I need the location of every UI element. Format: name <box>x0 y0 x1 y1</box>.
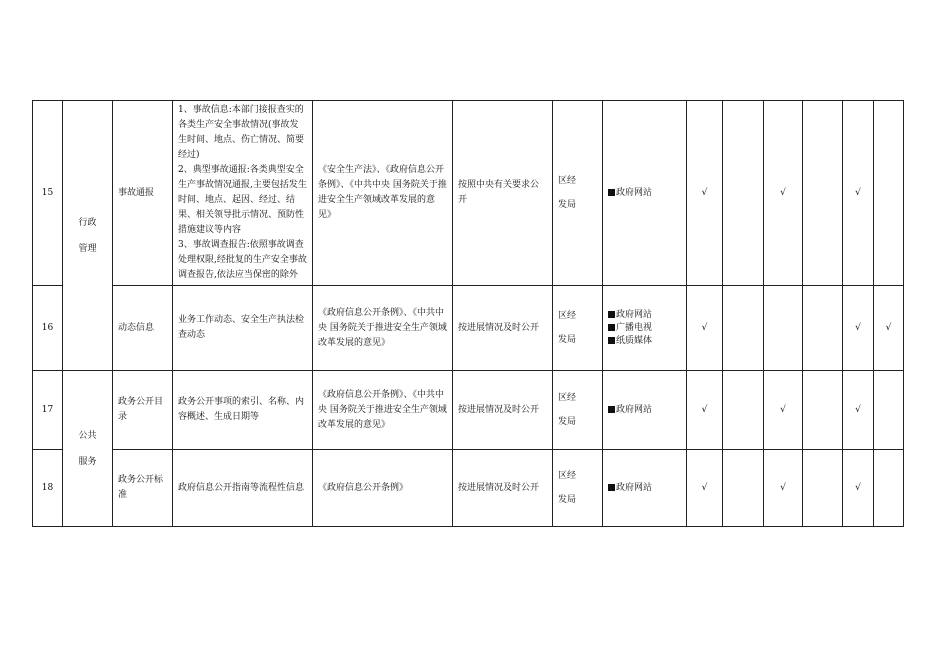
check-cell: √ <box>687 286 723 371</box>
media-item <box>608 482 681 495</box>
media-label: 纸质媒体 <box>616 335 653 346</box>
dept-line: 区经 <box>558 176 577 186</box>
media-item <box>608 335 681 348</box>
basis-cell: 《政府信息公开条例》、《中共中央 国务院关于推进安全生产领域改革发展的意见》 <box>313 286 453 371</box>
check-cell: √ <box>764 450 803 527</box>
check-cell: √ <box>874 286 904 371</box>
media-label: 政府网站 <box>616 482 653 493</box>
row-seq: 16 <box>33 286 63 371</box>
dept-line: 发局 <box>558 200 577 210</box>
filled-square-icon <box>608 311 615 318</box>
dept-cell <box>553 101 603 286</box>
basis-cell: 《安全生产法》、《政府信息公开条例》、《中共中央 国务院关于推进安全生产领域改革发展的意见》 <box>313 101 453 286</box>
media-label: 广播电视 <box>616 322 653 333</box>
category-label: 管理 <box>78 243 97 254</box>
check-cell: √ <box>843 286 874 371</box>
media-label: 政府网站 <box>616 309 653 320</box>
row-seq: 17 <box>33 371 63 450</box>
check-cell <box>874 450 904 527</box>
check-cell: √ <box>764 371 803 450</box>
check-cell <box>723 101 764 286</box>
check-cell: √ <box>687 101 723 286</box>
check-cell: √ <box>764 101 803 286</box>
disclosure-table <box>32 100 904 527</box>
content-line: 2、典型事故通报:各类典型安全生产事故情况通报,主要包括发生时间、地点、起因、经过、结果、相关领导批示情况、预防性措施建议等内容 <box>178 165 307 235</box>
content-line: 政务公开事项的索引、名称、内容概述、生成日期等 <box>178 397 305 422</box>
content-line: 业务工作动态、安全生产执法检查动态 <box>178 315 305 340</box>
check-cell <box>874 371 904 450</box>
check-cell <box>803 286 843 371</box>
media-cell <box>603 286 687 371</box>
table-row <box>33 450 904 527</box>
dept-line: 区经 <box>558 393 577 403</box>
basis-cell: 《政府信息公开条例》 <box>313 450 453 527</box>
media-cell <box>603 371 687 450</box>
timing-cell: 按照中央有关要求公开 <box>453 101 553 286</box>
check-cell: √ <box>843 450 874 527</box>
category-cell <box>63 371 113 527</box>
check-cell <box>803 101 843 286</box>
timing-cell: 按进展情况及时公开 <box>453 286 553 371</box>
dept-line: 发局 <box>558 495 577 505</box>
content-cell <box>173 101 313 286</box>
check-cell <box>723 450 764 527</box>
table-row <box>33 371 904 450</box>
table-row <box>33 101 904 286</box>
check-cell: √ <box>687 371 723 450</box>
category-label: 行政 <box>78 217 97 228</box>
category-label: 公共 <box>78 430 97 441</box>
media-item <box>608 404 681 417</box>
category-label: 服务 <box>78 456 97 467</box>
dept-cell <box>553 450 603 527</box>
dept-line: 区经 <box>558 471 577 481</box>
item-cell: 动态信息 <box>113 286 173 371</box>
check-cell <box>803 371 843 450</box>
dept-line: 区经 <box>558 311 577 321</box>
media-label: 政府网站 <box>616 187 653 198</box>
check-cell: √ <box>687 450 723 527</box>
dept-cell <box>553 371 603 450</box>
check-cell <box>803 450 843 527</box>
timing-cell: 按进展情况及时公开 <box>453 450 553 527</box>
row-seq: 18 <box>33 450 63 527</box>
content-line: 1、事故信息:本部门接报查实的各类生产安全事故情况(事故发生时间、地点、伤亡情况、简要经过) <box>178 105 305 160</box>
content-line: 3、事故调查报告:依照事故调查处理权限,经批复的生产安全事故调查报告,依法应当保密的除外 <box>178 240 307 280</box>
filled-square-icon <box>608 189 615 196</box>
content-line: 政府信息公开指南等流程性信息 <box>178 482 305 493</box>
dept-cell <box>553 286 603 371</box>
item-cell: 政务公开标准 <box>113 450 173 527</box>
row-seq: 15 <box>33 101 63 286</box>
basis-cell: 《政府信息公开条例》、《中共中央 国务院关于推进安全生产领域改革发展的意见》 <box>313 371 453 450</box>
filled-square-icon <box>608 324 615 331</box>
item-cell: 事故通报 <box>113 101 173 286</box>
check-cell <box>723 371 764 450</box>
media-item <box>608 322 681 335</box>
table-row <box>33 286 904 371</box>
media-item <box>608 187 681 200</box>
filled-square-icon <box>608 337 615 344</box>
media-item <box>608 309 681 322</box>
check-cell: √ <box>843 371 874 450</box>
media-cell <box>603 101 687 286</box>
filled-square-icon <box>608 484 615 491</box>
check-cell <box>764 286 803 371</box>
dept-line: 发局 <box>558 417 577 427</box>
media-label: 政府网站 <box>616 404 653 415</box>
item-cell: 政务公开目录 <box>113 371 173 450</box>
dept-line: 发局 <box>558 335 577 345</box>
check-cell <box>874 101 904 286</box>
check-cell: √ <box>843 101 874 286</box>
media-cell <box>603 450 687 527</box>
timing-cell: 按进展情况及时公开 <box>453 371 553 450</box>
check-cell <box>723 286 764 371</box>
filled-square-icon <box>608 406 615 413</box>
content-cell <box>173 371 313 450</box>
content-cell <box>173 286 313 371</box>
category-cell <box>63 101 113 371</box>
content-cell <box>173 450 313 527</box>
